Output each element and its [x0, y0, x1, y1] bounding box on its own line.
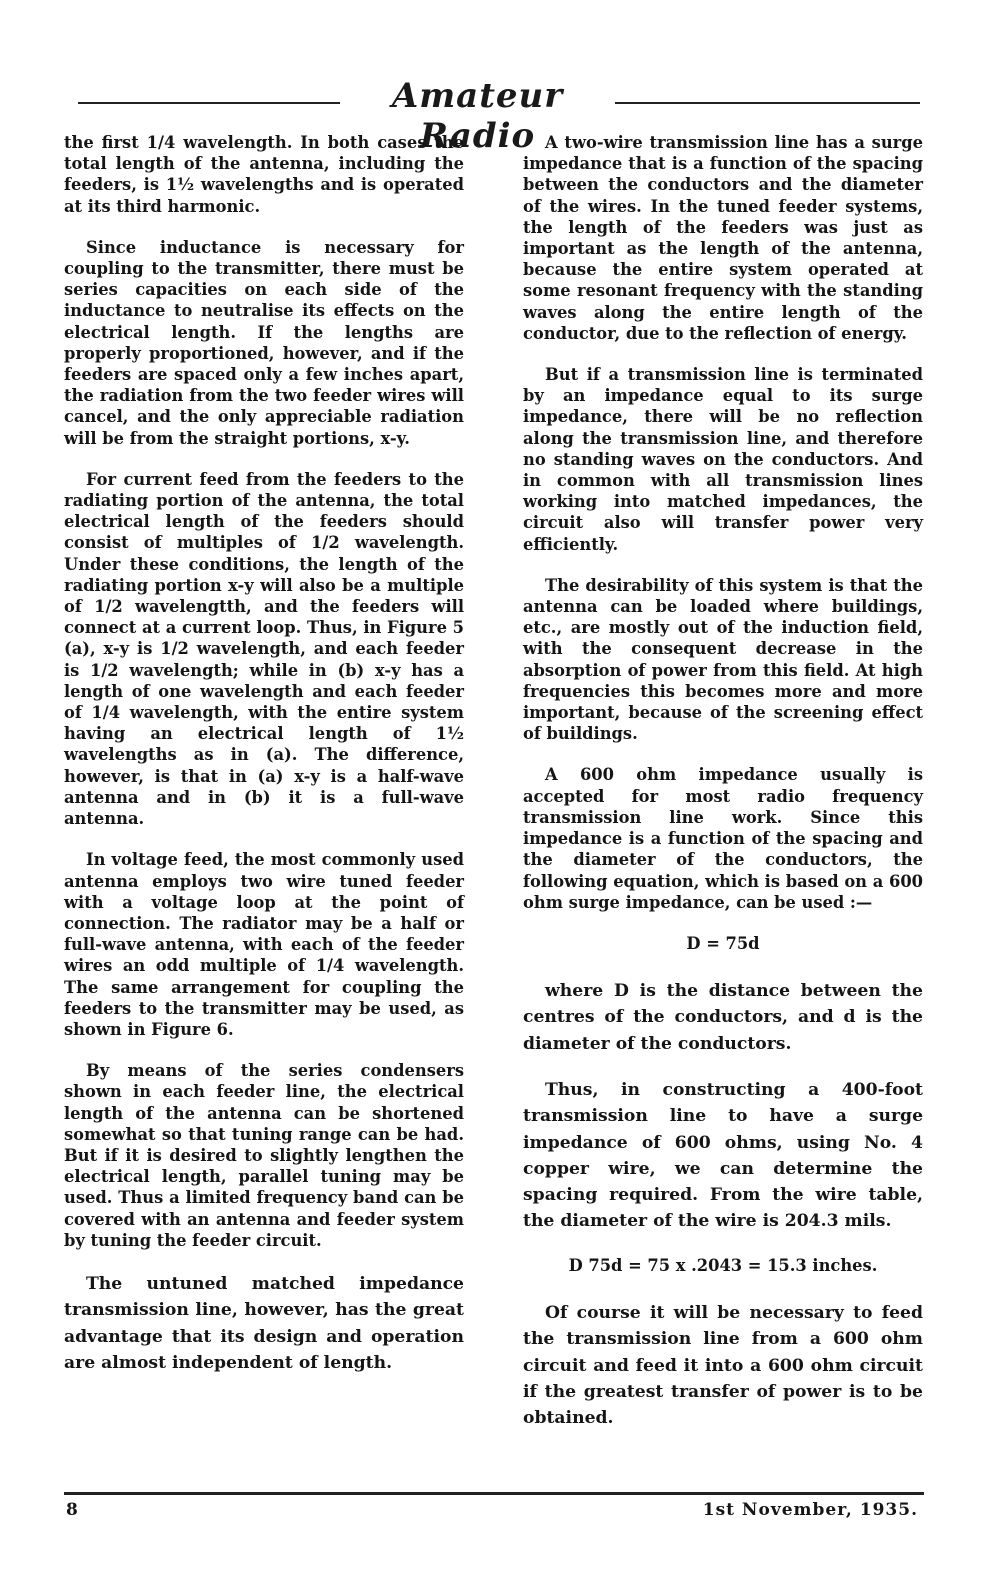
left-paragraph: The untuned matched impedance transmission line, however, has the great advantage that its design and operation are almost independent of length. — [64, 1273, 464, 1373]
right-paragraph: Thus, in constructing a 400-foot transmission line to have a surge impedance of 600 ohms, using No. 4 copper wire, we can determine the spacing required. From the wire table, the diameter of the wire is 204.3 mils. — [523, 1080, 923, 1232]
right-column — [523, 132, 923, 1451]
left-column — [64, 132, 464, 1396]
right-paragraph: where D is the distance between the centres of the conductors, and d is the diameter of the conductors. — [523, 981, 923, 1054]
masthead — [70, 72, 930, 156]
footer-rule — [64, 1492, 924, 1495]
left-paragraph: For current feed from the feeders to the radiating portion of the antenna, the total electrical length of the feeders should consist of multiples of 1/2 wavelength. Under these conditions, the length of the radiating portion x-y will also be a multiple of 1/2 wavelengtth, and the feeders will connect at a current loop. Thus, in Figure 5 (a), x-y is 1/2 wavelength, and each feeder is 1/2 wavelength; while in (b) x-y has a length of one wavelength and each feeder of 1/4 wavelength, with the entire system having an electrical length of 1½ wavelengths as in (a). The difference, however, is that in (a) x-y is a half-wave antenna and in (b) it is a full-wave antenna. — [64, 469, 464, 829]
right-paragraph: The desirability of this system is that the antenna can be loaded where buildings, etc., are mostly out of the induction field, with the consequent decrease in the absorption of power from this field. At high frequencies this becomes more and more important, because of the screening effect of buildings. — [523, 575, 923, 744]
issue-date: 1st November, 1935. — [702, 1500, 918, 1520]
right-paragraph: But if a transmission line is terminated by an impedance equal to its surge impedance, there will be no reflection along the transmission line, and therefore no standing waves on the conductors. And in common with all transmission lines working into matched impedances, the circuit also will transfer power very efficiently. — [523, 365, 923, 554]
left-paragraph: Since inductance is necessary for coupling to the transmitter, there must be series capacities on each side of the inductance to neutralise its effects on the electrical length. If the lengths are properly proportioned, however, and if the feeders are spaced only a few inches apart, the radiation from the two feeder wires will cancel, and the only appreciable radiation will be from the straight portions, x-y. — [64, 237, 464, 448]
page-number: 8 — [66, 1500, 78, 1520]
left-paragraph: By means of the series condensers shown in each feeder line, the electrical length of the antenna can be shortened somewhat so that tuning range can be had. But if it is desired to slightly lengthen the electrical length, parallel tuning may be used. Thus a limited frequency band can be covered with an antenna and feeder system by tuning the feeder circuit. — [64, 1061, 464, 1250]
left-paragraph: In voltage feed, the most commonly used antenna employs two wire tuned feeder with a voltage loop at the point of connection. The radiator may be a half or full-wave antenna, with each of the feeder wires an odd multiple of 1/4 wavelength. The same arrangement for coupling the feeders to the transmitter may be used, as shown in Figure 6. — [64, 850, 464, 1039]
equation: D = 75d — [686, 933, 760, 953]
masthead-title: Amateur Radio — [391, 76, 564, 156]
masthead-rule-left — [78, 102, 340, 104]
masthead-rule-right — [615, 102, 920, 104]
equation: D 75d = 75 x .2043 = 15.3 inches. — [568, 1255, 878, 1275]
right-paragraph: Of course it will be necessary to feed the transmission line from a 600 ohm circuit and feed it into a 600 ohm circuit if the greatest transfer of power is to be obtained. — [523, 1302, 923, 1429]
right-paragraph: A two-wire transmission line has a surge impedance that is a function of the spacing between the conductors and the diameter of the wires. In the tuned feeder systems, the length of the feeders was just as important as the length of the antenna, because the entire system operated at some resonant frequency with the standing waves along the entire length of the conductor, due to the reflection of energy. — [523, 133, 923, 343]
left-paragraph: the first 1/4 wavelength. In both cases the total length of the antenna, including the feeders, is 1½ wavelengths and is operated at its third harmonic. — [64, 133, 464, 216]
right-paragraph: A 600 ohm impedance usually is accepted for most radio frequency transmission line work. Since this impedance is a function of the spacing and the diameter of the conductors, the following equation, which is based on a 600 ohm surge impedance, can be used :— — [523, 765, 923, 912]
